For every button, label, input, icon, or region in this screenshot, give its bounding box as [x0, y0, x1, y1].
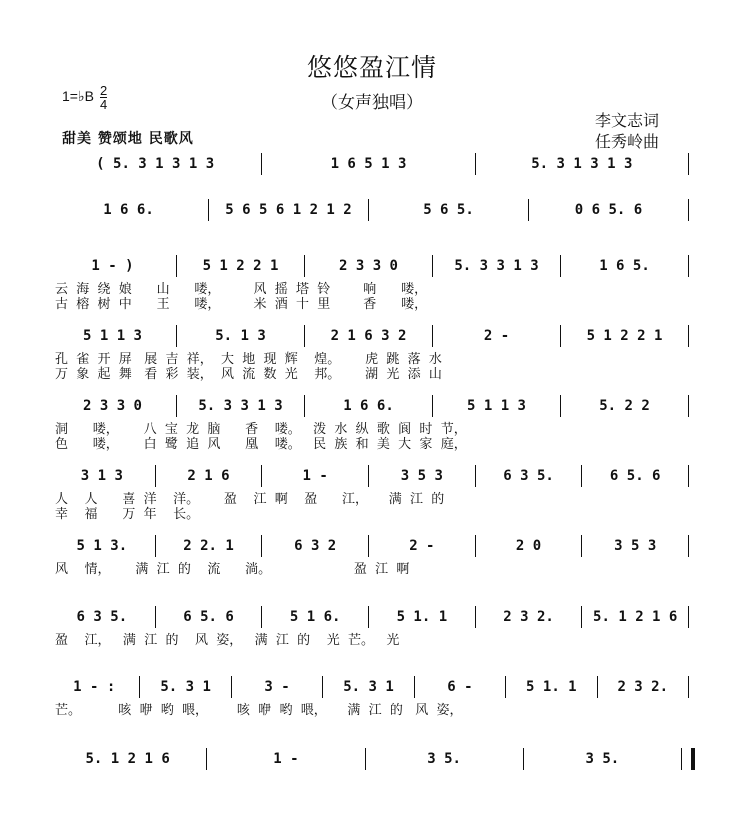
- bar-line: [505, 676, 506, 698]
- measure: 1 6 5.: [599, 258, 650, 274]
- bar-line: [688, 606, 689, 628]
- bar-line: [176, 255, 177, 277]
- bar-line: [414, 676, 415, 698]
- measure: 3 1 3: [80, 468, 123, 484]
- measure: ( 5. 3 1 3 1 3: [96, 156, 215, 172]
- bar-line: [688, 153, 689, 175]
- notation-line: [55, 532, 695, 560]
- notation-line: [55, 196, 695, 224]
- bar-line: [688, 255, 689, 277]
- bar-line: [688, 395, 689, 417]
- bar-line: [368, 606, 369, 628]
- composer: 任秀岭曲: [595, 132, 660, 151]
- measure: 1 - :: [73, 679, 116, 695]
- measure: 3 5.: [585, 751, 620, 767]
- bar-line: [688, 676, 689, 698]
- measure: 3 -: [264, 679, 290, 695]
- key-signature: 1=♭B: [62, 88, 94, 104]
- measure: 2 1 6 3 2: [330, 328, 407, 344]
- bar-line: [176, 325, 177, 347]
- bar-line: [597, 676, 598, 698]
- measure: 5 1 3.: [76, 538, 128, 554]
- time-signature: [100, 84, 107, 111]
- bar-line: [261, 153, 262, 175]
- credits: [595, 110, 659, 152]
- bar-line: [261, 535, 262, 557]
- measure: 5 1 1 3: [466, 398, 526, 414]
- lyric-line-1: 孔 雀 开 屏 展 吉 祥， 大 地 现 辉 煌。 虎 跳 落 水: [55, 352, 442, 367]
- bar-line: [475, 535, 476, 557]
- measure: 0 6 5. 6: [574, 202, 643, 218]
- notation-line: [55, 252, 695, 280]
- bar-line: [560, 325, 561, 347]
- bar-line: [560, 395, 561, 417]
- bar-line: [475, 606, 476, 628]
- notation-line: [55, 392, 695, 420]
- time-signature-top: 2: [100, 83, 108, 98]
- bar-line: [322, 676, 323, 698]
- measure: 5. 2 2: [599, 398, 650, 414]
- measure: 5. 1 3: [215, 328, 266, 344]
- measure: 2 2. 1: [183, 538, 234, 554]
- measure: 6 3 2: [294, 538, 337, 554]
- measure: 1 -: [302, 468, 328, 484]
- lyric-line-2: 古 榕 树 中 王 喽， 米 酒 十 里 香 喽，: [55, 297, 428, 312]
- measure: 5 1. 1: [396, 609, 448, 625]
- bar-line: [368, 535, 369, 557]
- measure: 5 1 2 2 1: [202, 258, 279, 274]
- measure: 3 5 3: [614, 538, 657, 554]
- bar-line: [304, 255, 305, 277]
- bar-line: [432, 395, 433, 417]
- measure: 2 3 2.: [617, 679, 669, 695]
- bar-line: [261, 606, 262, 628]
- final-bar-line: [691, 748, 695, 770]
- measure: 6 3 5.: [503, 468, 554, 484]
- bar-line: [139, 676, 140, 698]
- bar-line: [155, 535, 156, 557]
- lyric-line-2: 幸 福 万 年 长。: [55, 507, 200, 522]
- lyric-line-1: 盈 江， 满 江 的 风 姿， 满 江 的 光 芒。 光: [55, 633, 400, 648]
- measure: 2 -: [483, 328, 510, 344]
- bar-line: [688, 465, 689, 487]
- measure: 2 0: [515, 538, 542, 554]
- notation-line: [55, 322, 695, 350]
- measure: 6 3 5.: [76, 609, 128, 625]
- measure: 6 5. 6: [183, 609, 234, 625]
- bar-line: [155, 465, 156, 487]
- measure: 5. 3 1: [343, 679, 394, 695]
- bar-line: [581, 606, 582, 628]
- bar-line: [528, 199, 529, 221]
- bar-line: [688, 535, 689, 557]
- measure: 5 6 5 6 1 2 1 2: [225, 202, 352, 218]
- performance-style: 甜美 赞颂地 民歌风: [62, 131, 194, 147]
- bar-line: [523, 748, 524, 770]
- bar-line: [688, 325, 689, 347]
- bar-line: [560, 255, 561, 277]
- measure: 2 1 6: [187, 468, 230, 484]
- bar-line: [368, 465, 369, 487]
- notation-line: [55, 745, 695, 773]
- bar-line: [581, 465, 582, 487]
- bar-line: [155, 606, 156, 628]
- bar-line: [581, 535, 582, 557]
- measure: 5 6 5.: [423, 202, 474, 218]
- measure: 5. 3 1: [160, 679, 211, 695]
- measure: 2 -: [409, 538, 435, 554]
- measure: 2 3 3 0: [82, 398, 142, 414]
- measure: 6 5. 6: [609, 468, 661, 484]
- measure: 5. 3 3 1 3: [454, 258, 539, 274]
- measure: 3 5.: [427, 751, 461, 767]
- bar-line: [304, 395, 305, 417]
- lyricist: 李文志词: [595, 111, 660, 130]
- bar-line: [681, 748, 682, 770]
- notation-line: [55, 673, 695, 701]
- measure: 5. 3 1 3 1 3: [531, 156, 633, 172]
- measure: 1 6 6.: [343, 398, 394, 414]
- bar-line: [231, 676, 232, 698]
- lyric-line-1: 芒。 咳 咿 哟 喂， 咳 咿 哟 喂， 满 江 的 风 姿，: [55, 703, 463, 718]
- bar-line: [432, 325, 433, 347]
- measure: 5 1 2 2 1: [586, 328, 663, 344]
- measure: 5. 1 2 1 6: [85, 751, 170, 767]
- song-title: 悠悠盈江情: [306, 53, 437, 82]
- bar-line: [475, 153, 476, 175]
- bar-line: [432, 255, 433, 277]
- lyric-line-2: 色 喽， 白 鹭 追 风 凰 喽。 民 族 和 美 大 家 庭，: [55, 437, 467, 452]
- song-subtitle: （女声独唱）: [321, 93, 423, 113]
- measure: 2 3 3 0: [338, 258, 398, 274]
- measure: 1 6 6.: [103, 202, 154, 218]
- measure: 5 1. 1: [526, 679, 577, 695]
- measure: 5 1 6.: [289, 609, 341, 625]
- notation-line: [55, 603, 695, 631]
- bar-line: [365, 748, 366, 770]
- lyric-line-1: 人 人 喜 洋 洋。 盈 江 啊 盈 江， 满 江 的: [55, 492, 445, 507]
- bar-line: [304, 325, 305, 347]
- lyric-line-2: 万 象 起 舞 看 彩 装， 风 流 数 光 邦。 湖 光 添 山: [55, 367, 442, 382]
- lyric-line-1: 云 海 绕 娘 山 喽， 风 摇 塔 铃 响 喽，: [55, 282, 428, 297]
- bar-line: [368, 199, 369, 221]
- bar-line: [261, 465, 262, 487]
- measure: 5. 1 2 1 6: [593, 609, 678, 625]
- measure: 5. 3 3 1 3: [198, 398, 283, 414]
- measure: 5 1 1 3: [82, 328, 142, 344]
- measure: 2 3 2.: [503, 609, 554, 625]
- measure: 1 -: [273, 751, 299, 767]
- measure: 1 - ): [91, 258, 134, 274]
- measure: 6 -: [447, 679, 473, 695]
- bar-line: [688, 199, 689, 221]
- lyric-line-1: 风 情， 满 江 的 流 淌。 盈 江 啊: [55, 562, 410, 577]
- measure: 1 6 5 1 3: [330, 156, 407, 172]
- bar-line: [208, 199, 209, 221]
- notation-line: [55, 462, 695, 490]
- time-signature-bottom: 4: [100, 97, 108, 112]
- bar-line: [475, 465, 476, 487]
- bar-line: [176, 395, 177, 417]
- lyric-line-1: 洞 喽， 八 宝 龙 脑 香 喽。 泼 水 纵 歌 阆 时 节，: [55, 422, 467, 437]
- measure: 3 5 3: [400, 468, 443, 484]
- bar-line: [206, 748, 207, 770]
- notation-line: [55, 150, 695, 178]
